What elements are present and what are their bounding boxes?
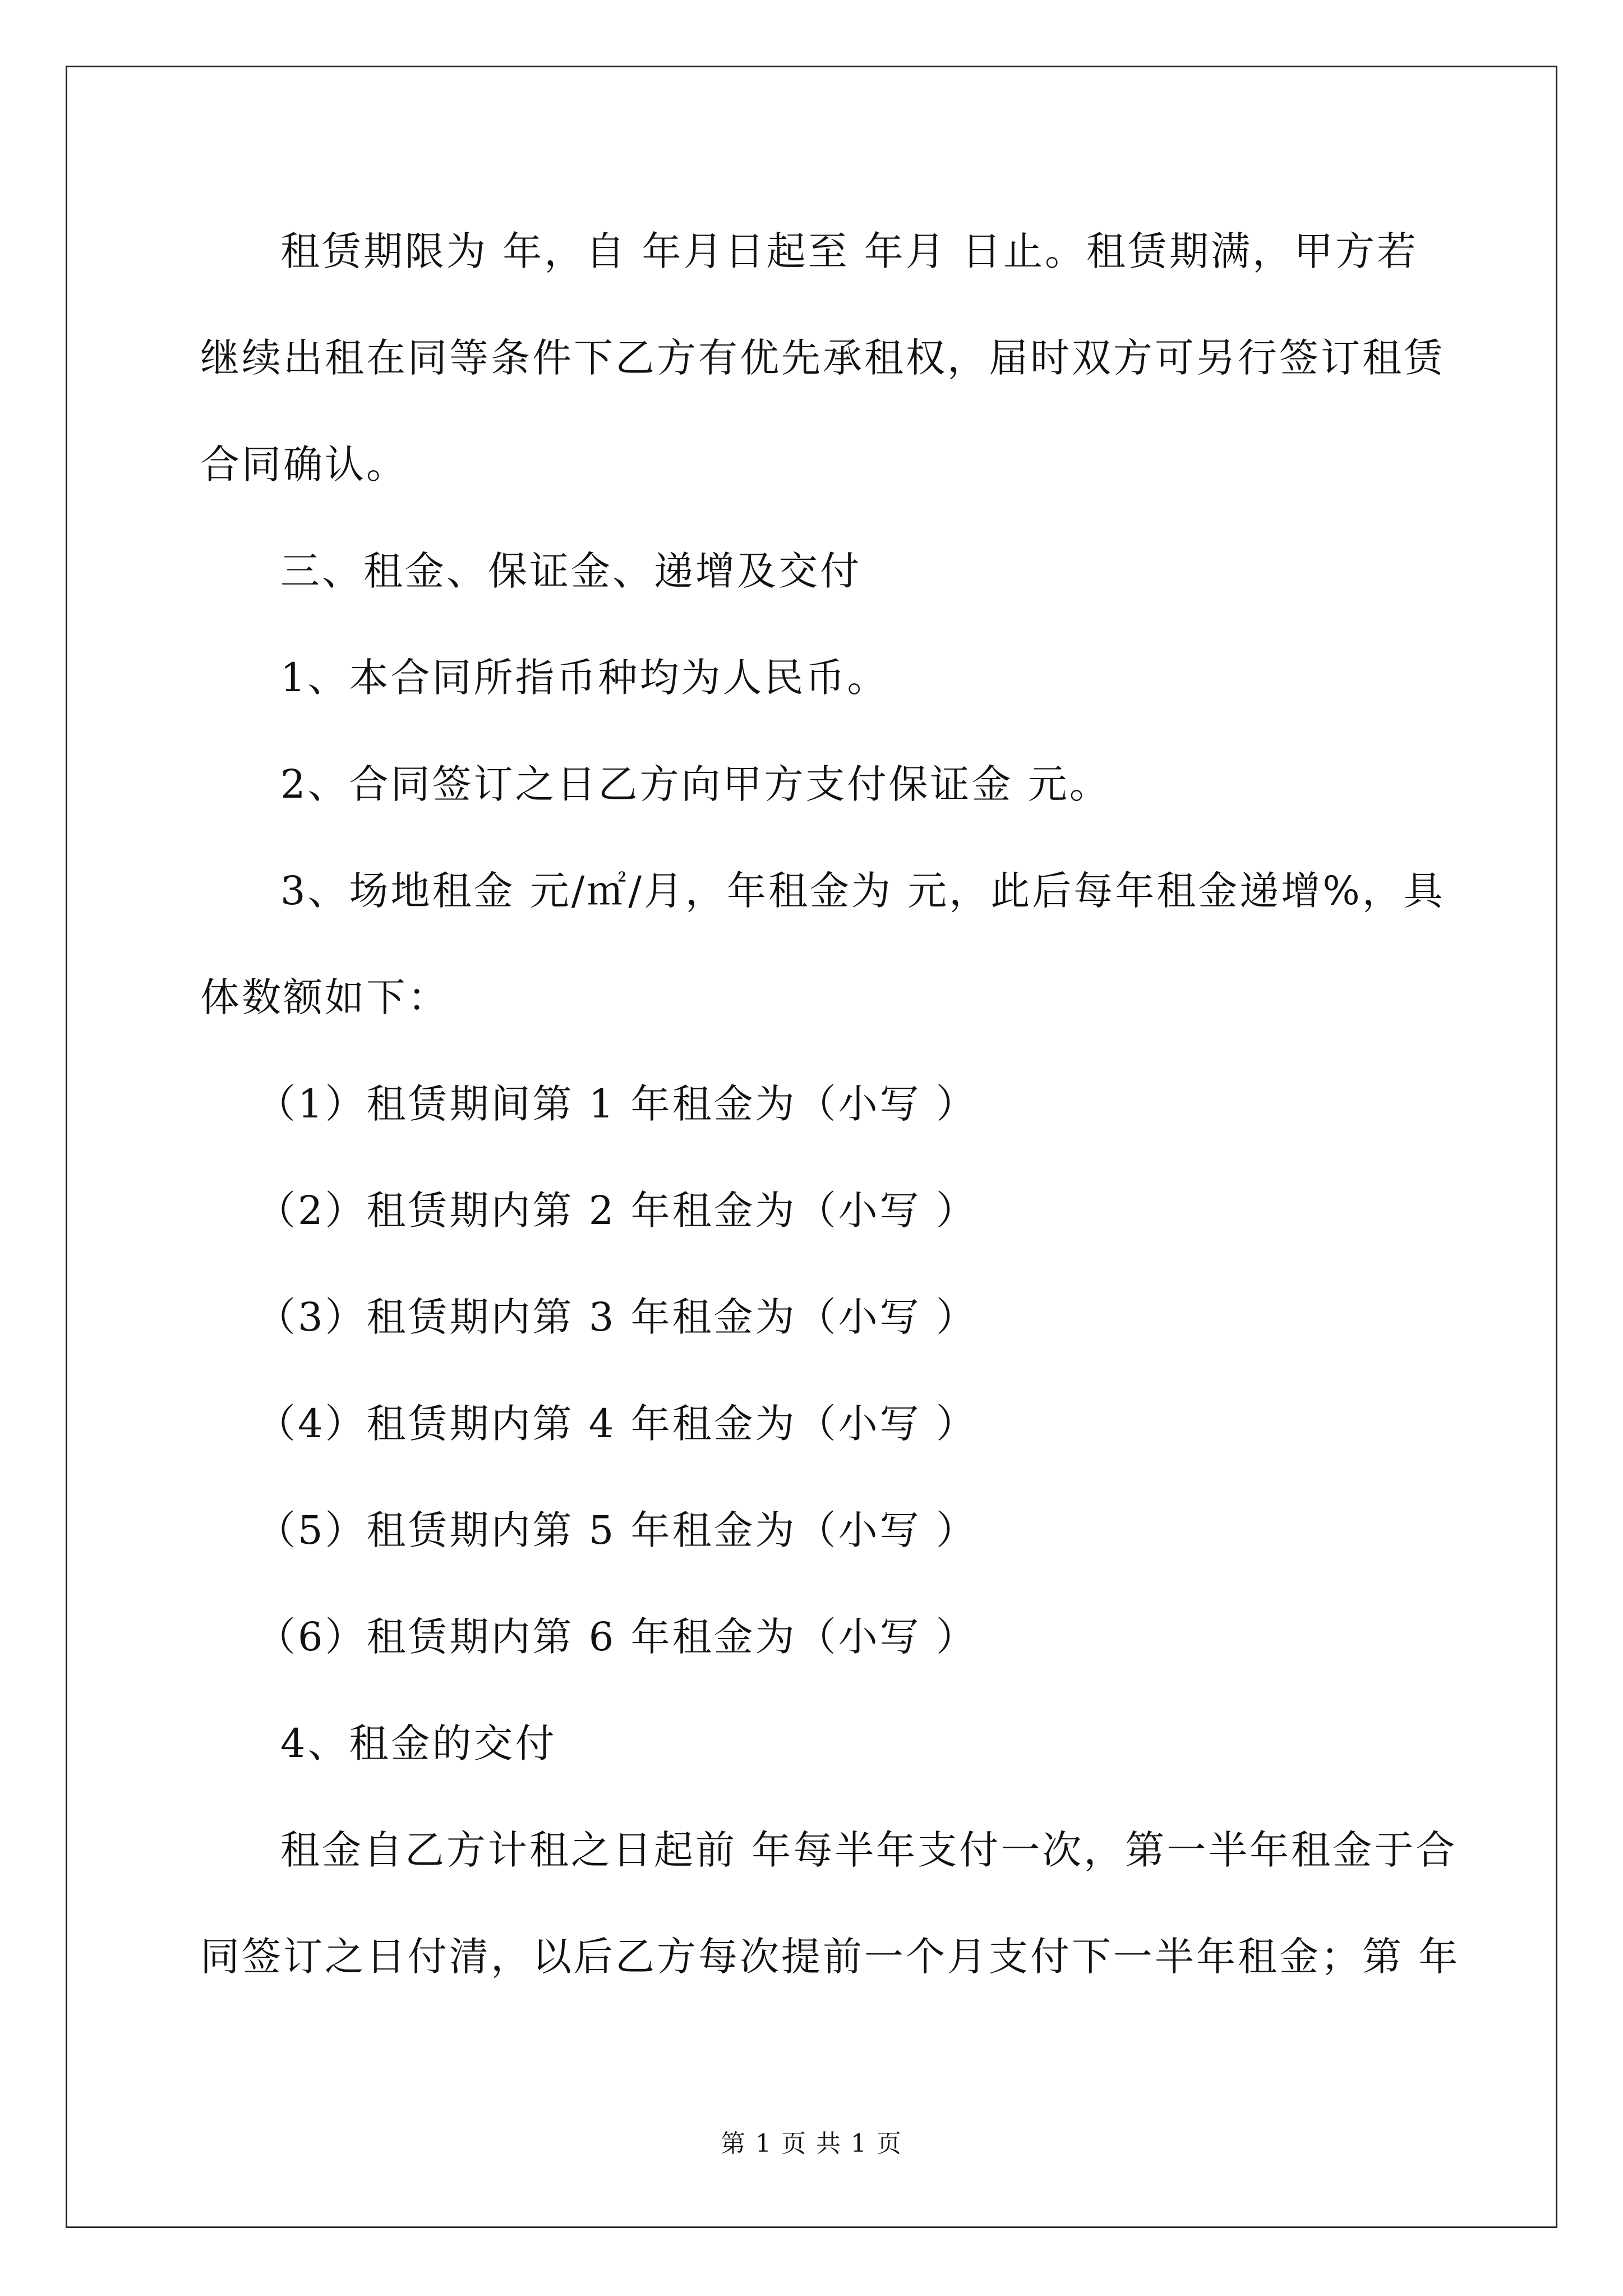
rent-year-5: （5）租赁期内第 5 年租金为（小写 ）	[256, 1507, 978, 1553]
rent-year-2: （2）租赁期内第 2 年租金为（小写 ）	[256, 1188, 978, 1234]
rent-year-1: （1）租赁期间第 1 年租金为（小写 ）	[256, 1081, 978, 1127]
payment-line-2: 同签订之日付清，以后乙方每次提前一个月支付下一半年租金；第 年	[200, 1934, 1460, 1980]
lease-term-line-3: 合同确认。	[200, 441, 408, 487]
document-body	[200, 198, 1460, 2010]
rent-year-4: （4）租赁期内第 4 年租金为（小写 ）	[256, 1401, 978, 1447]
rent-year-3: （3）租赁期内第 3 年租金为（小写 ）	[256, 1294, 978, 1340]
clause-3-rent-line-2: 体数额如下：	[200, 974, 449, 1020]
clause-3-rent-line-1: 3、场地租金 元/㎡/月，年租金为 元，此后每年租金递增%，具	[280, 868, 1445, 914]
payment-line-1: 租金自乙方计租之日起前 年每半年支付一次，第一半年租金于合	[280, 1827, 1458, 1873]
clause-2-deposit: 2、合同签订之日乙方向甲方支付保证金 元。	[280, 761, 1111, 807]
clause-4-payment-heading: 4、租金的交付	[280, 1720, 557, 1766]
section-heading-rent: 三、租金、保证金、递增及交付	[280, 548, 861, 594]
lease-term-line-1: 租赁期限为 年，自 年月日起至 年月 日止。租赁期满，甲方若	[280, 228, 1419, 274]
rent-year-6: （6）租赁期内第 6 年租金为（小写 ）	[256, 1614, 978, 1660]
lease-term-line-2: 继续出租在同等条件下乙方有优先承租权，届时双方可另行签订租赁	[200, 335, 1445, 381]
clause-1-currency: 1、本合同所指币种均为人民币。	[280, 655, 889, 701]
page-footer: 第 1 页 共 1 页	[721, 2129, 902, 2158]
